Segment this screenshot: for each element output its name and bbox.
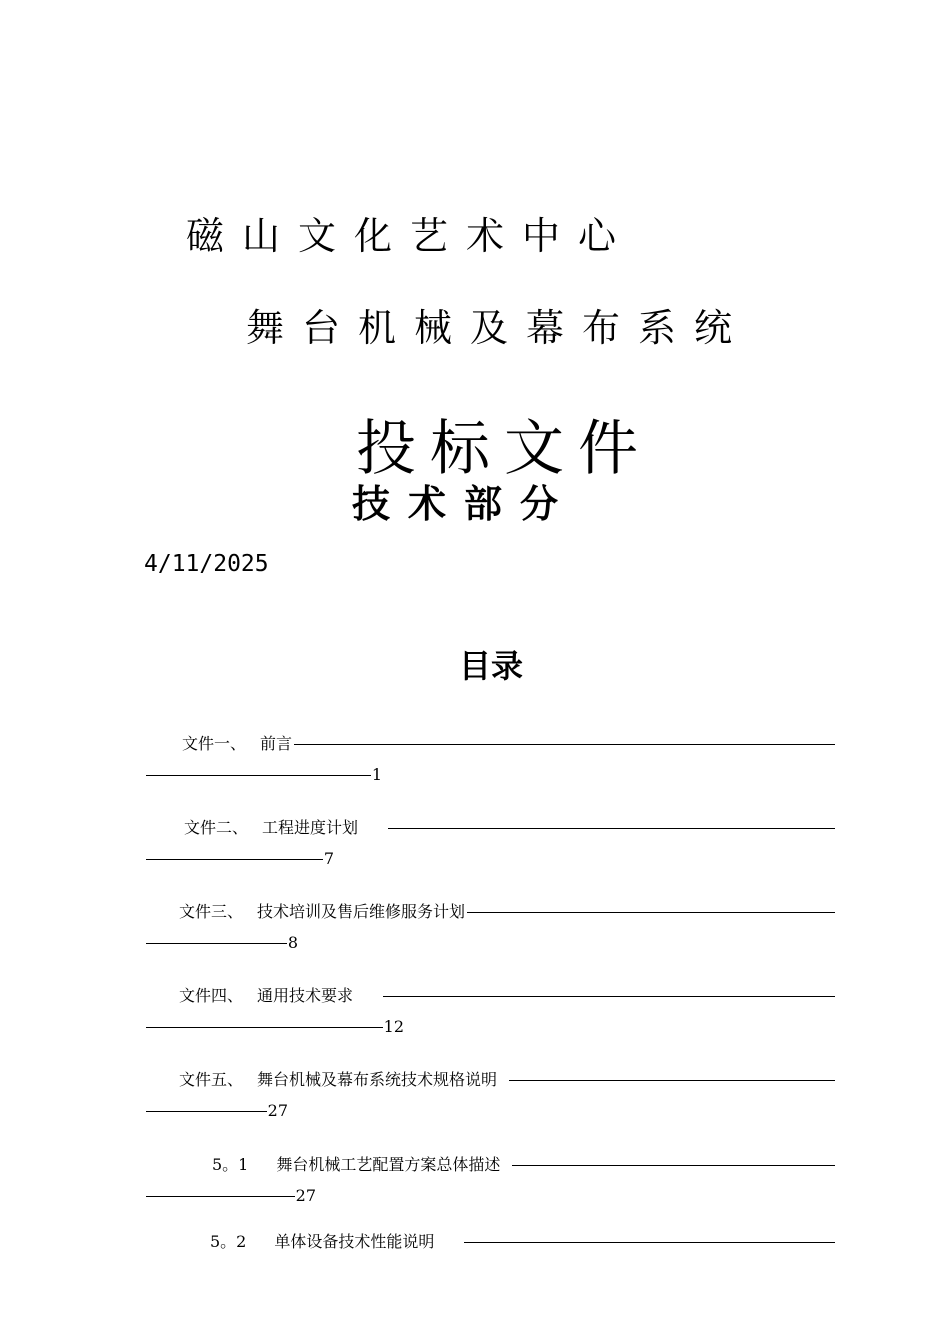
toc-number: 文件二、	[184, 818, 249, 837]
toc-leader	[146, 1196, 295, 1197]
toc-leader	[388, 828, 835, 829]
toc-leader	[509, 1080, 835, 1081]
toc-label: 单体设备技术性能说明	[274, 1232, 435, 1251]
toc-label: 前言	[260, 734, 293, 753]
toc-heading: 目录	[459, 647, 524, 685]
toc-page-number: 8	[287, 933, 298, 952]
toc-leader	[294, 744, 835, 745]
toc-leader	[146, 775, 371, 776]
toc-page-number: 7	[323, 849, 334, 868]
toc-leader	[146, 943, 287, 944]
toc-leader	[146, 1111, 267, 1112]
toc-number: 5。1	[212, 1155, 249, 1174]
toc-number: 文件一、	[182, 734, 247, 753]
toc-label: 通用技术要求	[257, 986, 354, 1005]
document-date: 4/11/2025	[144, 551, 269, 577]
toc-page-number: 27	[267, 1101, 288, 1120]
toc-label: 工程进度计划	[262, 818, 359, 837]
toc-page-number: 27	[295, 1186, 316, 1205]
toc-number: 文件五、	[179, 1070, 244, 1089]
toc-leader	[464, 1242, 835, 1243]
toc-label: 舞台机械工艺配置方案总体描述	[276, 1155, 501, 1174]
toc-label: 舞台机械及幕布系统技术规格说明	[257, 1070, 498, 1089]
toc-leader	[146, 859, 323, 860]
title-line-2: 舞台机械及幕布系统	[246, 306, 751, 350]
toc-label: 技术培训及售后维修服务计划	[257, 902, 466, 921]
toc-leader	[383, 996, 835, 997]
toc-leader	[467, 912, 835, 913]
toc-leader	[512, 1165, 835, 1166]
toc-leader	[146, 1027, 383, 1028]
main-title: 投标文件	[356, 414, 652, 484]
title-line-1: 磁山文化艺术中心	[186, 214, 635, 258]
toc-number: 文件三、	[179, 902, 244, 921]
toc-number: 文件四、	[179, 986, 244, 1005]
toc-page-number: 1	[371, 765, 382, 784]
subtitle: 技术部分	[352, 482, 577, 526]
toc-page-number: 12	[383, 1017, 404, 1036]
toc-number: 5。2	[210, 1232, 247, 1251]
